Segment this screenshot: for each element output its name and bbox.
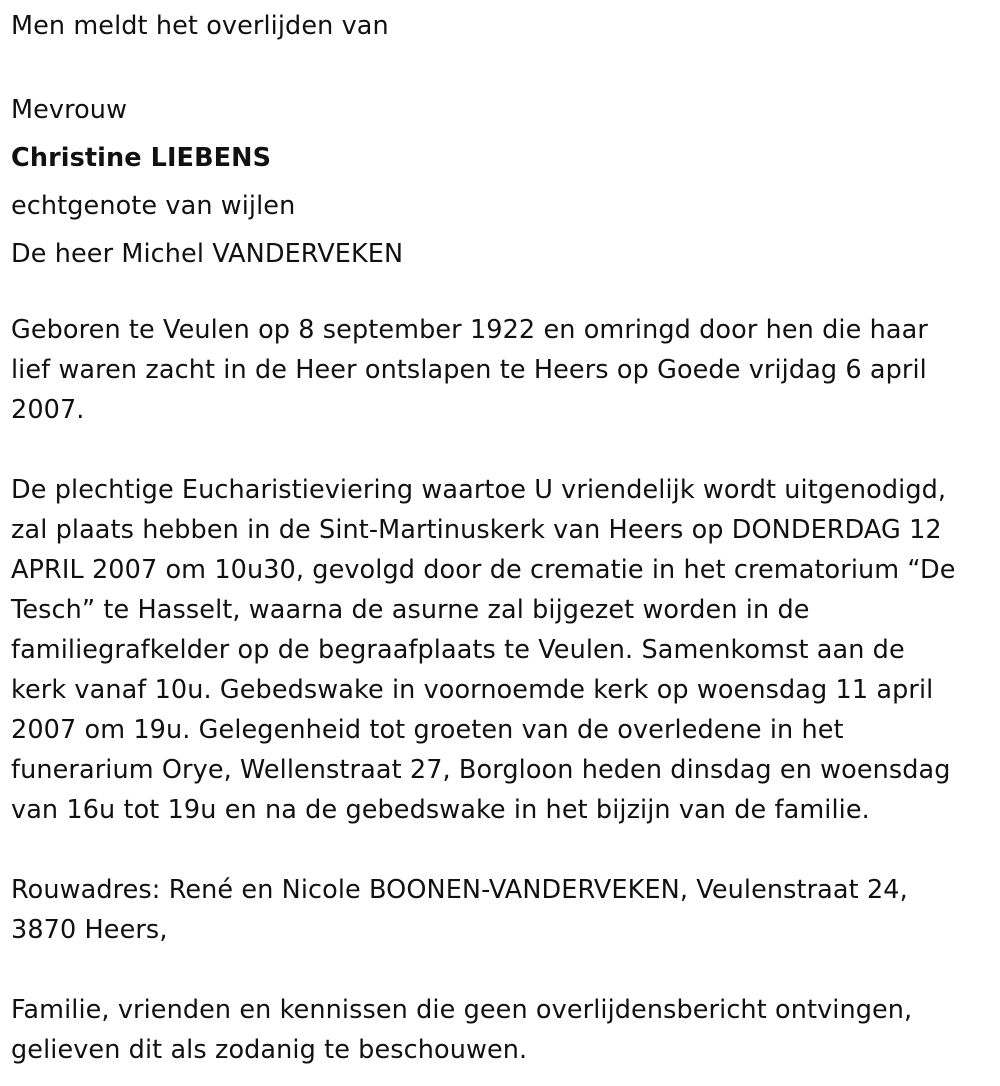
paragraph-line: Familie, vrienden en kennissen die geen overlijdensbericht ontvingen, bbox=[11, 995, 913, 1025]
paragraph-line: van 16u tot 19u en na de gebedswake in het bijzijn van de familie. bbox=[11, 795, 870, 825]
born-paragraph bbox=[11, 310, 928, 430]
paragraph-line: familiegrafkelder op de begraafplaats te Veulen. Samenkomst aan de bbox=[11, 635, 905, 665]
closing-paragraph bbox=[11, 990, 912, 1070]
address-paragraph bbox=[11, 870, 908, 950]
ceremony-paragraph bbox=[11, 470, 956, 830]
paragraph-line: Tesch” te Hasselt, waarna de asurne zal bijgezet worden in de bbox=[11, 595, 810, 625]
deceased-title: Mevrouw bbox=[11, 95, 128, 125]
paragraph-line: APRIL 2007 om 10u30, gevolgd door de crematie in het crematorium “De bbox=[11, 555, 956, 585]
deceased-name: Christine LIEBENS bbox=[11, 143, 272, 173]
deceased-relation: echtgenote van wijlen bbox=[11, 191, 296, 221]
announcement-intro: Men meldt het overlijden van bbox=[11, 11, 389, 41]
paragraph-line: lief waren zacht in de Heer ontslapen te Heers op Goede vrijdag 6 april bbox=[11, 355, 927, 385]
paragraph-line: 3870 Heers, bbox=[11, 915, 168, 945]
paragraph-line: 2007. bbox=[11, 395, 85, 425]
paragraph-line: 2007 om 19u. Gelegenheid tot groeten van de overledene in het bbox=[11, 715, 844, 745]
paragraph-line: kerk vanaf 10u. Gebedswake in voornoemde kerk op woensdag 11 april bbox=[11, 675, 934, 705]
paragraph-line: funerarium Orye, Wellenstraat 27, Borgloon heden dinsdag en woensdag bbox=[11, 755, 951, 785]
announcement bbox=[11, 6, 389, 46]
deceased-spouse: De heer Michel VANDERVEKEN bbox=[11, 239, 404, 269]
deceased-header bbox=[11, 86, 403, 278]
paragraph-line: De plechtige Eucharistieviering waartoe U vriendelijk wordt uitgenodigd, bbox=[11, 475, 947, 505]
paragraph-line: Geboren te Veulen op 8 september 1922 en omringd door hen die haar bbox=[11, 315, 928, 345]
paragraph-line: gelieven dit als zodanig te beschouwen. bbox=[11, 1035, 528, 1065]
paragraph-line: Rouwadres: René en Nicole BOONEN-VANDERVEKEN, Veulenstraat 24, bbox=[11, 875, 908, 905]
paragraph-line: zal plaats hebben in de Sint-Martinuskerk van Heers op DONDERDAG 12 bbox=[11, 515, 942, 545]
